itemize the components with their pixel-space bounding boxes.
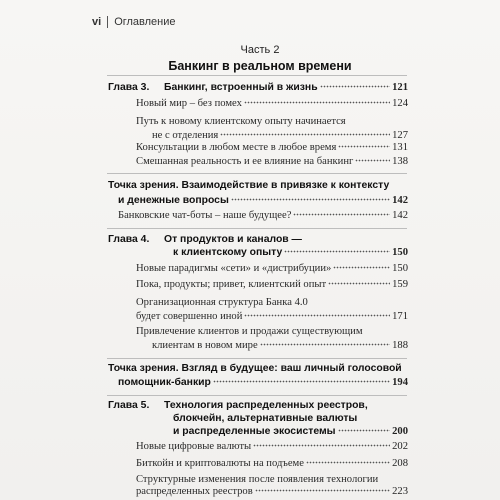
pov-title-line-2: помощник-банкир: [118, 377, 211, 388]
dot-leader: [244, 314, 390, 317]
page-ref: 194: [392, 377, 408, 388]
chapter-title-line-2: к клиентскому опыту: [173, 247, 283, 258]
divider: [107, 228, 407, 229]
page-ref: 131: [392, 142, 408, 153]
toc-line: [108, 458, 408, 469]
section-title: Новый мир – без помех: [136, 98, 242, 109]
pov-title-line-2: и денежные вопросы: [118, 195, 229, 206]
dot-leader: [338, 145, 390, 148]
dot-leader: [244, 101, 390, 104]
toc-line: [108, 247, 408, 258]
page-ref: 200: [392, 426, 408, 437]
dot-leader: [260, 343, 390, 346]
part-title: Банкинг в реальном времени: [168, 59, 352, 73]
page-ref: 150: [392, 247, 408, 258]
toc-line: [108, 116, 408, 127]
section-title: Новые парадигмы «сети» и «дистрибуции»: [136, 263, 332, 274]
toc-line: [108, 130, 408, 141]
dot-leader: [220, 133, 390, 136]
page-ref: 202: [392, 441, 408, 452]
page-number: vi: [92, 16, 102, 28]
page-ref: 124: [392, 98, 408, 109]
toc-line: [108, 413, 408, 424]
toc-line: [108, 210, 408, 221]
toc-line: [108, 297, 408, 308]
section-title-line-1: Путь к новому клиентскому опыту начинается: [136, 116, 346, 127]
page-ref: 142: [392, 195, 408, 206]
header-separator: [107, 16, 108, 28]
page-ref: 171: [392, 311, 408, 322]
toc-line: [108, 340, 408, 351]
toc-line: [108, 474, 408, 485]
dot-leader: [306, 461, 390, 464]
chapter-title-line-3: и распределенные экосистемы: [173, 426, 336, 437]
section-title: Новые цифровые валюты: [136, 441, 252, 452]
section-title: Пока, продукты; привет, клиентский опыт: [136, 279, 327, 290]
chapter-title-line-1: От продуктов и каналов —: [164, 234, 302, 245]
toc-line: [108, 426, 408, 437]
running-header: [92, 16, 176, 28]
part-label: Часть 2: [240, 44, 280, 56]
page-ref: 127: [392, 130, 408, 141]
dot-leader: [355, 159, 390, 162]
dot-leader: [338, 429, 391, 432]
dot-leader: [328, 282, 390, 285]
section-title-line-1: Структурные изменения после появления технологии: [136, 474, 379, 485]
page-ref: 142: [392, 210, 408, 221]
toc-line: [108, 195, 408, 206]
toc-line: [108, 486, 408, 497]
page-ref: 188: [392, 340, 408, 351]
chapter-title: Банкинг, встроенный в жизнь: [164, 82, 318, 93]
page-ref: 208: [392, 458, 408, 469]
pov-title-line-1: Точка зрения. Взгляд в будущее: ваш личный голосовой: [108, 363, 402, 374]
dot-leader: [284, 250, 390, 253]
toc-line: [108, 441, 408, 452]
section-title: Биткойн и криптовалюты на подъеме: [136, 458, 304, 469]
dot-leader: [320, 85, 391, 88]
toc-line: [108, 142, 408, 153]
section-title-line-2: клиентам в новом мире: [152, 340, 258, 351]
toc-line: [108, 234, 408, 245]
toc-line: [108, 279, 408, 290]
section-name: Оглавление: [114, 16, 176, 28]
dot-leader: [255, 489, 390, 492]
dot-leader: [253, 444, 390, 447]
toc-line: [108, 263, 408, 274]
chapter-title-line-1: Технология распределенных реестров,: [164, 400, 368, 411]
toc-line: [108, 326, 408, 337]
page-ref: 121: [392, 82, 408, 93]
toc-line: [108, 180, 408, 191]
page-ref: 223: [392, 486, 408, 497]
divider: [107, 173, 407, 174]
toc-line: [108, 377, 408, 388]
section-title-line-2: распределенных реестров: [136, 486, 253, 497]
chapter-label: Глава 5.: [108, 400, 150, 411]
toc-line: [108, 400, 408, 411]
divider: [107, 358, 407, 359]
pov-title-line-1: Точка зрения. Взаимодействие в привязке к контексту: [108, 180, 390, 191]
divider: [107, 395, 407, 396]
section-title-line-2: будет совершенно иной: [136, 311, 243, 322]
section-title-line-1: Организационная структура Банка 4.0: [136, 297, 308, 308]
section-title-line-2: не с отделения: [152, 130, 219, 141]
dot-leader: [213, 380, 390, 383]
page-ref: 138: [392, 156, 408, 167]
part-heading: [110, 44, 410, 73]
section-title: Консультации в любом месте в любое время: [136, 142, 337, 153]
divider: [107, 75, 407, 76]
toc-line: [108, 311, 408, 322]
chapter-title-line-2: блокчейн, альтернативные валюты: [173, 413, 358, 424]
page-ref: 159: [392, 279, 408, 290]
toc-line: [108, 98, 408, 109]
dot-leader: [231, 198, 390, 201]
dot-leader: [333, 266, 390, 269]
page-ref: 150: [392, 263, 408, 274]
section-title-line-1: Привлечение клиентов и продажи существующим: [136, 326, 363, 337]
toc-line: [108, 156, 408, 167]
toc-line: [108, 363, 408, 374]
chapter-label: Глава 3.: [108, 82, 150, 93]
section-title: Смешанная реальность и ее влияние на банкинг: [136, 156, 354, 167]
chapter-label: Глава 4.: [108, 234, 150, 245]
section-title: Банковские чат-боты – наше будущее?: [118, 210, 292, 221]
dot-leader: [293, 213, 390, 216]
toc-line: [108, 82, 408, 93]
